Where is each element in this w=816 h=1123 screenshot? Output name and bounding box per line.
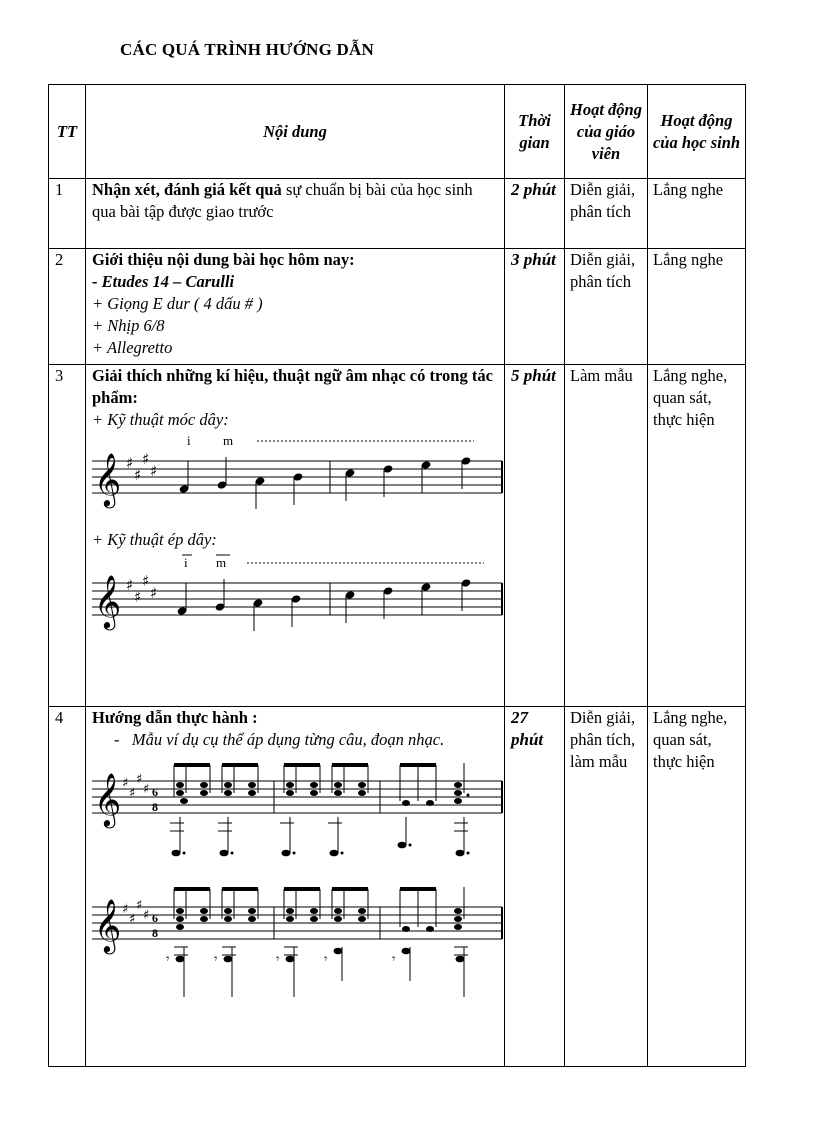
bullet-item	[92, 729, 504, 751]
svg-text:♯: ♯	[122, 776, 129, 791]
svg-text:♯: ♯	[129, 912, 136, 927]
svg-text:♯: ♯	[122, 902, 129, 917]
header-tt: TT	[49, 85, 86, 179]
table-row	[49, 365, 746, 707]
row-student-activity: Lắng nghe, quan sát, thực hiện	[648, 707, 746, 1067]
fingering-m: m	[216, 555, 227, 570]
svg-text:♯: ♯	[142, 572, 150, 590]
svg-text:♯: ♯	[134, 588, 142, 606]
row-lead: Nhận xét, đánh giá kết quả	[92, 180, 282, 199]
fingering-i: i	[184, 555, 188, 570]
eighth-rest-icon	[166, 952, 396, 967]
row-teacher-activity: Diễn giải, phân tích	[565, 249, 648, 365]
row-time: 5 phút	[505, 365, 565, 707]
treble-clef-icon: 𝄞	[94, 574, 122, 628]
row-heading: Giải thích những kí hiệu, thuật ngữ âm nhạc có trong tác phẩm:	[92, 366, 493, 407]
svg-text:♯: ♯	[142, 450, 150, 468]
svg-text:♯: ♯	[150, 584, 158, 602]
chord-notes	[176, 782, 470, 806]
key-signature-icon	[126, 450, 157, 484]
bullet-mark: -	[114, 730, 120, 749]
svg-text:♯: ♯	[143, 908, 150, 923]
upper-stems	[174, 763, 464, 801]
table-row	[49, 707, 746, 1067]
music-example-2	[92, 881, 504, 1011]
svg-text:♯: ♯	[143, 782, 150, 797]
row-number: 4	[49, 707, 86, 1067]
svg-text:𝄾: 𝄾	[276, 952, 280, 967]
fingering-i: i	[187, 433, 191, 448]
svg-text:♯: ♯	[136, 898, 143, 913]
row-teacher-activity: Làm mẫu	[565, 365, 648, 707]
row-student-activity: Lắng nghe	[648, 179, 746, 249]
header-content: Nội dung	[86, 85, 505, 179]
svg-text:𝄾: 𝄾	[324, 952, 328, 967]
row-time: 2 phút	[505, 179, 565, 249]
piece-title: - Etudes 14 – Carulli	[92, 272, 235, 291]
row-heading: Giới thiệu nội dung bài học hôm nay:	[92, 250, 355, 269]
row-teacher-activity: Diễn giải, phân tích, làm mẫu	[565, 707, 648, 1067]
svg-text:♯: ♯	[134, 466, 142, 484]
row-student-activity: Lắng nghe, quan sát, thực hiện	[648, 365, 746, 707]
svg-text:♯: ♯	[126, 576, 134, 594]
header-row	[49, 85, 746, 179]
ledger-lines	[174, 947, 468, 955]
row-number: 2	[49, 249, 86, 365]
svg-text:6: 6	[152, 785, 158, 799]
row-student-activity: Lắng nghe	[648, 249, 746, 365]
music-staff-hooking	[92, 431, 504, 521]
lesson-table	[48, 84, 746, 1067]
notes	[177, 578, 472, 631]
treble-clef-icon: 𝄞	[94, 898, 122, 952]
table-row	[49, 249, 746, 365]
header-teacher: Hoạt động của giáo viên	[565, 85, 648, 179]
row-heading: Hướng dẫn thực hành :	[92, 708, 258, 727]
key-signature-icon	[126, 572, 157, 606]
fingering-m: m	[223, 433, 234, 448]
page-title: CÁC QUÁ TRÌNH HƯỚNG DẪN	[120, 40, 374, 59]
bullet-text: Mẫu ví dụ cụ thể áp dụng từng câu, đoạn nhạc.	[131, 730, 445, 749]
svg-text:𝄾: 𝄾	[166, 952, 170, 967]
chord-notes	[176, 908, 462, 932]
list-item: + Giọng E dur ( 4 dấu # )	[92, 294, 263, 313]
svg-text:8: 8	[152, 800, 158, 814]
row-content	[86, 249, 505, 365]
row-content	[86, 365, 505, 707]
svg-text:8: 8	[152, 926, 158, 940]
row-time: 3 phút	[505, 249, 565, 365]
svg-text:𝄾: 𝄾	[214, 952, 218, 967]
row-content	[86, 179, 505, 249]
row-number: 1	[49, 179, 86, 249]
technique-label: + Kỹ thuật móc dây:	[92, 410, 229, 429]
row-number: 3	[49, 365, 86, 707]
svg-text:♯: ♯	[126, 454, 134, 472]
bass-notes	[172, 842, 470, 857]
notes	[179, 456, 472, 509]
technique-label: + Kỹ thuật ép dây:	[92, 530, 217, 549]
time-signature	[152, 911, 158, 940]
svg-text:𝄾: 𝄾	[392, 952, 396, 967]
music-staff-pressing	[92, 551, 504, 647]
time-signature	[152, 785, 158, 814]
svg-text:6: 6	[152, 911, 158, 925]
table-row	[49, 179, 746, 249]
svg-text:♯: ♯	[129, 786, 136, 801]
row-content	[86, 707, 505, 1067]
ledger-lines	[170, 823, 468, 831]
row-time: 27 phút	[505, 707, 565, 1067]
treble-clef-icon: 𝄞	[94, 772, 122, 826]
list-item: + Nhịp 6/8	[92, 316, 165, 335]
svg-text:♯: ♯	[136, 772, 143, 787]
bass-stems	[180, 817, 464, 853]
list-item: + Allegretto	[92, 338, 173, 357]
svg-text:♯: ♯	[150, 462, 158, 480]
header-student: Hoạt động của học sinh	[648, 85, 746, 179]
music-example-1	[92, 751, 504, 863]
treble-clef-icon: 𝄞	[94, 452, 122, 506]
row-lead-rest: sự chuẩn bị bài của học sinh qua bài tập được giao trước	[92, 180, 473, 221]
header-time: Thời gian	[505, 85, 565, 179]
row-teacher-activity: Diễn giải, phân tích	[565, 179, 648, 249]
bass-notes	[176, 948, 465, 963]
